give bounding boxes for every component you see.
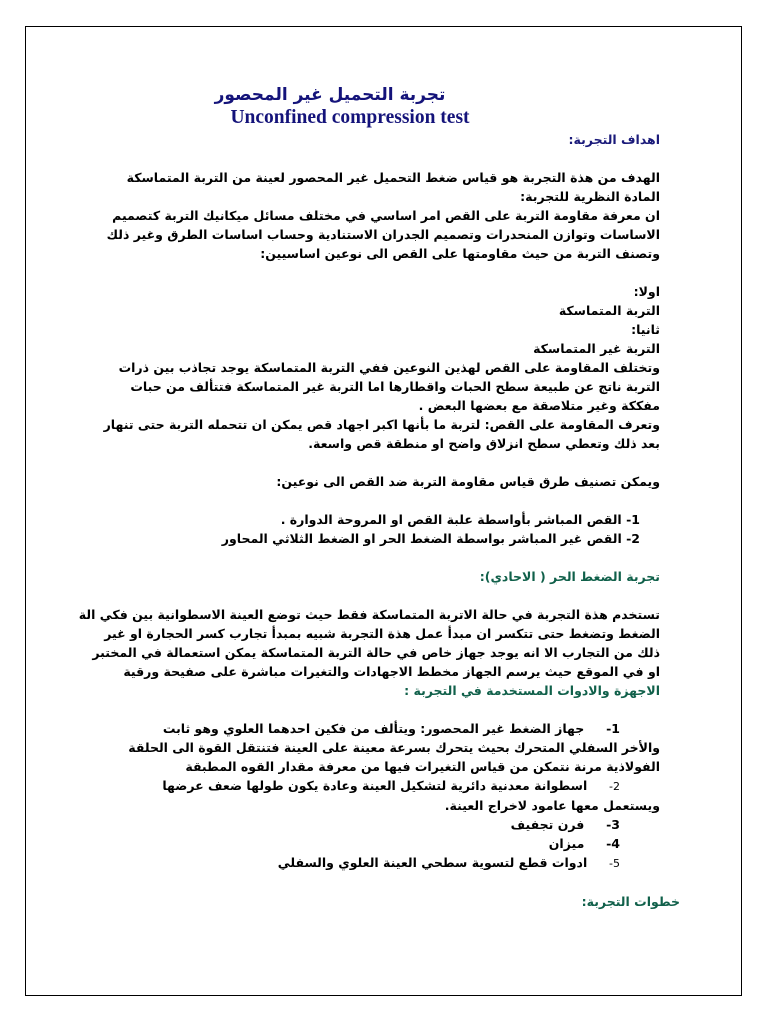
equipment-number: 2- [609,780,620,793]
equipment-number: 4- [606,836,620,851]
theory-line: ان معرفة مقاومة التربة على القص امر اساسي في مختلف مسائل ميكانيك التربة كتصميم [112,208,660,223]
method-number: 2- [626,531,640,546]
objectives-heading: اهداف التجربة: [568,132,660,147]
method-text: القص غير المباشر بواسطة الضغط الحر او الضغط الثلاثي المحاور [221,531,622,546]
equipment-text: فرن تجفيف [510,817,585,832]
definition-line: بعد ذلك وتعطي سطح انزلاق واضح او منطقة قص واسعة. [308,436,660,451]
method-text: القص المباشر بأواسطة علبة القص او المروحة الدوارة . [280,512,622,527]
equipment-heading: الاجهزة والادوات المستخدمة في التجربة : [404,683,660,698]
equipment-number: 5- [609,857,620,870]
equipment-text: والأخر السفلي المتحرك بحيث يتحرك بسرعة معينة على العينة فتنتقل القوة الى الحلقة [128,740,660,755]
equipment-text: ادوات قطع لتسوية سطحي العينة العلوي والسفلي [277,855,588,870]
equipment-text: الفولاذية مرنة نتمكن من قياس التغيرات فيها من معرفة مقدار القوه المطبقة [185,759,660,774]
title-english: Unconfined compression test [230,107,470,128]
objective-text: الهدف من هذة التجربة هو قياس ضغط التحميل غير المحصور لعينة من التربة المتماسكة [126,170,660,185]
definition-line: وتعرف المقاومة على القص: لتربة ما بأنها اكبر اجهاد قص يمكن ان تتحمله التربة حتى تنهار [103,417,660,432]
theory-line: وتصنف التربة من حيث مقاومتها على القص الى نوعين اساسيين: [260,246,660,261]
title-arabic: تجربة التحميل غير المحصور [214,85,446,105]
theory-line: الاساسات وتوازن المنحدرات وتصميم الجدران الاستنادية وحساب اساسات الطرق وغير ذلك [106,227,660,242]
equipment-text: ويستعمل معها عامود لاخراج العينة. [444,798,660,813]
document-body [40,84,680,911]
equipment-text: جهاز الضغط غير المحصور: ويتألف من فكين احدهما العلوي وهو ثابت [162,721,585,736]
methods-intro: ويمكن تصنيف طرق قياس مقاومة التربة ضد القص الى نوعين: [276,474,660,489]
theory-heading: المادة النظرية للتجربة: [520,189,660,204]
free-test-line: ذلك من التجارب الا انه يوجد جهاز خاص في حالة التربة المتماسكة يمكن استعمالة في المختبر [92,645,660,660]
equipment-item [40,853,620,873]
method-item [40,510,640,529]
difference-line: وتختلف المقاومة على القص لهذين النوعين ففي التربة المتماسكة يوجد تجاذب بين ذرات [118,360,660,375]
first-type: التربة المتماسكة [558,303,660,318]
second-type: التربة غير المتماسكة [533,341,660,356]
second-label: ثانيا: [631,322,660,337]
difference-line: التربة ناتج عن طبيعة سطح الحبات واقطارها اما التربة غير المتماسكة فتتألف من حبات [130,379,660,394]
free-test-line: او في الموقع حيث يرسم الجهاز مخطط الاجهادات والتغيرات مباشرة على صفيحة ورقية [123,664,660,679]
free-test-heading: تجربة الضغط الحر ( الاحادي): [479,569,660,584]
first-label: اولا: [633,284,660,299]
equipment-number: 1- [606,721,620,736]
equipment-text: اسطوانة معدنية دائرية لتشكيل العينة وعادة يكون طولها ضعف عرضها [162,778,588,793]
equipment-text: ميزان [548,836,585,851]
free-test-line: الضغط وتضغط حتى تتكسر ان مبدأ عمل هذة التجربة شبيه بمبدأ تجارب كسر الحجارة او غير [104,626,660,641]
equipment-item [40,815,620,834]
difference-line: مفككة وغير متلاصقة مع بعضها البعض . [418,398,660,413]
free-test-line: تستخدم هذة التجربة في حالة الاتربة المتماسكة فقط حيث توضع العينة الاسطوانية بين فكي الة [78,607,660,622]
method-item [40,529,640,548]
equipment-number: 3- [606,817,620,832]
steps-heading: خطوات التجربة: [581,894,680,909]
equipment-item [40,776,620,796]
equipment-item [40,834,620,853]
method-number: 1- [626,512,640,527]
equipment-item [40,719,620,738]
